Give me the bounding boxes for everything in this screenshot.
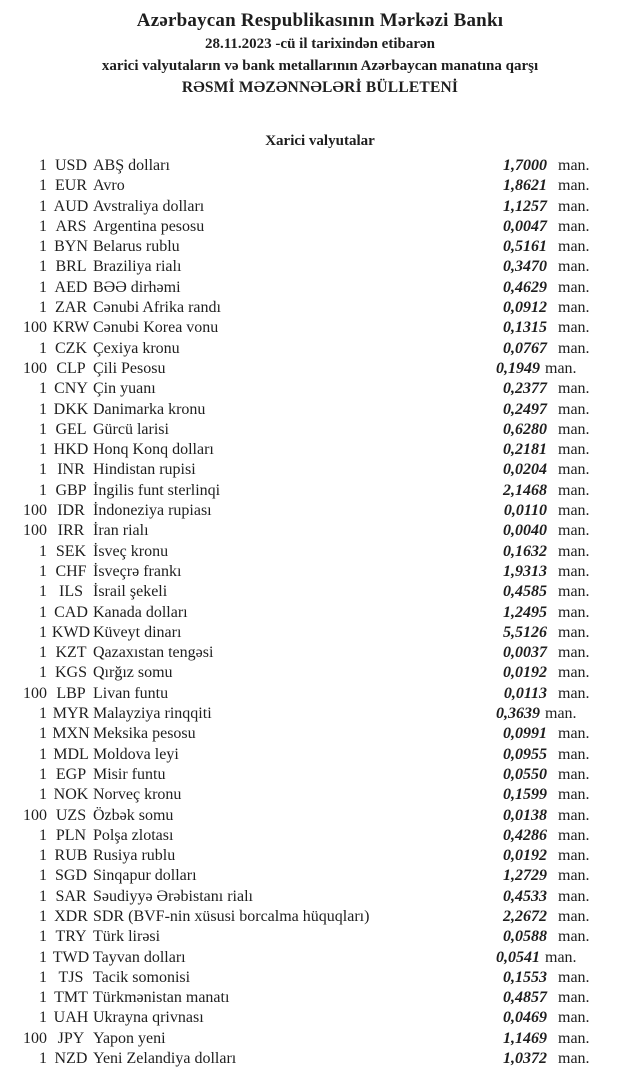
rate-row bbox=[0, 663, 620, 683]
bulletin-header bbox=[20, 0, 620, 99]
currency-name: İsrail şekeli bbox=[93, 583, 168, 601]
rate-qty: 1 bbox=[39, 847, 47, 865]
rate-row bbox=[0, 298, 620, 318]
unit-label: man. bbox=[558, 786, 590, 804]
rate-value: 0,0767 bbox=[503, 339, 547, 357]
unit-label: man. bbox=[558, 623, 590, 641]
unit-label: man. bbox=[558, 157, 590, 174]
unit-label: man. bbox=[558, 461, 590, 479]
rate-row bbox=[0, 948, 620, 968]
rate-qty: 1 bbox=[39, 542, 47, 560]
unit-label: man. bbox=[558, 441, 590, 459]
rate-row bbox=[0, 217, 620, 237]
rate-value: 0,1632 bbox=[503, 542, 547, 560]
currency-code: CZK bbox=[55, 339, 87, 357]
unit-label: man. bbox=[558, 989, 590, 1007]
rate-row bbox=[0, 318, 620, 338]
rate-row bbox=[0, 1008, 620, 1028]
currency-name: Avro bbox=[93, 177, 125, 195]
rate-row bbox=[0, 1029, 620, 1049]
currency-code: SAR bbox=[55, 887, 87, 905]
rate-qty: 100 bbox=[23, 319, 47, 337]
currency-code: RUB bbox=[54, 847, 88, 865]
rate-row bbox=[0, 460, 620, 480]
rate-qty: 1 bbox=[39, 1050, 47, 1068]
rate-qty: 1 bbox=[39, 623, 47, 641]
rate-row bbox=[0, 501, 620, 521]
rate-qty: 1 bbox=[39, 644, 47, 662]
currency-code: KGS bbox=[54, 664, 87, 682]
currency-code: USD bbox=[54, 157, 87, 174]
currency-code: CHF bbox=[55, 562, 87, 580]
currency-name: Honq Konq dolları bbox=[93, 441, 214, 459]
currency-code: AUD bbox=[53, 197, 89, 215]
rate-row bbox=[0, 420, 620, 440]
unit-label: man. bbox=[558, 542, 590, 560]
unit-label: man. bbox=[558, 806, 590, 824]
rate-value: 0,0037 bbox=[503, 644, 547, 662]
rate-value: 0,1599 bbox=[503, 786, 547, 804]
rate-row bbox=[0, 826, 620, 846]
currency-name: Yeni Zelandiya dolları bbox=[93, 1050, 237, 1068]
currency-code: ARS bbox=[55, 217, 87, 235]
rate-row bbox=[0, 846, 620, 866]
unit-label: man. bbox=[558, 481, 590, 499]
rate-value: 0,3470 bbox=[503, 258, 547, 276]
currency-code: XDR bbox=[54, 907, 88, 925]
rate-qty: 1 bbox=[39, 583, 47, 601]
rate-qty: 1 bbox=[39, 786, 47, 804]
rate-value: 1,7000 bbox=[503, 157, 547, 174]
currency-name: Norveç kronu bbox=[93, 786, 182, 804]
currency-code: BRL bbox=[55, 258, 87, 276]
rate-value: 0,0192 bbox=[503, 664, 547, 682]
section-title-foreign-currencies: Xarici valyutalar bbox=[265, 133, 375, 149]
currency-code: ILS bbox=[59, 583, 83, 601]
currency-name: Türk lirəsi bbox=[93, 928, 161, 946]
rate-value: 0,0047 bbox=[503, 217, 547, 235]
unit-label: man. bbox=[558, 197, 590, 215]
rate-row bbox=[0, 623, 620, 643]
currency-code: GEL bbox=[55, 420, 87, 438]
currency-name: İsveçrə frankı bbox=[93, 562, 182, 580]
bank-name: Azərbaycan Respublikasının Mərkəzi Bankı bbox=[136, 10, 504, 31]
unit-label: man. bbox=[558, 968, 590, 986]
rate-value: 0,0469 bbox=[503, 1009, 547, 1027]
rate-row bbox=[0, 197, 620, 217]
rate-value: 1,9313 bbox=[503, 562, 547, 580]
rate-value: 0,4857 bbox=[503, 989, 547, 1007]
rate-qty: 1 bbox=[39, 461, 47, 479]
rate-row bbox=[0, 481, 620, 501]
unit-label: man. bbox=[558, 847, 590, 865]
currency-code: KWD bbox=[51, 623, 91, 641]
rate-value: 0,6280 bbox=[503, 420, 547, 438]
unit-label: man. bbox=[558, 644, 590, 662]
rate-value: 0,2497 bbox=[503, 400, 547, 418]
rate-qty: 100 bbox=[23, 502, 47, 520]
rate-row bbox=[0, 927, 620, 947]
rate-value: 0,4585 bbox=[503, 583, 547, 601]
currency-name: Malayziya rinqqiti bbox=[93, 705, 212, 723]
currency-name: Danimarka kronu bbox=[93, 400, 206, 418]
rate-qty: 100 bbox=[23, 684, 47, 702]
rate-row bbox=[0, 278, 620, 298]
rate-row bbox=[0, 562, 620, 582]
rate-value: 2,1468 bbox=[503, 481, 547, 499]
currency-code: UZS bbox=[55, 806, 87, 824]
currency-name: Hindistan rupisi bbox=[93, 461, 196, 479]
currency-code: GBP bbox=[55, 481, 87, 499]
rate-qty: 1 bbox=[39, 745, 47, 763]
unit-label: man. bbox=[558, 765, 590, 783]
bulletin-subtitle: xarici valyutaların və bank metallarının Azərbaycan manatına qarşı bbox=[101, 58, 539, 74]
currency-code: MXN bbox=[52, 725, 90, 743]
currency-name: Moldova leyi bbox=[93, 745, 179, 763]
unit-label: man. bbox=[558, 928, 590, 946]
unit-label: man. bbox=[558, 867, 590, 885]
currency-name: Qırğız somu bbox=[93, 664, 173, 682]
unit-label: man. bbox=[558, 603, 590, 621]
rate-qty: 100 bbox=[23, 522, 47, 540]
currency-name: Küveyt dinarı bbox=[93, 623, 182, 641]
rate-row bbox=[0, 359, 620, 379]
currency-name: Türkmənistan manatı bbox=[93, 989, 230, 1007]
currency-code: TWD bbox=[52, 948, 90, 966]
rate-row bbox=[0, 176, 620, 196]
currency-name: Argentina pesosu bbox=[93, 217, 205, 235]
rate-qty: 1 bbox=[39, 664, 47, 682]
rate-value: 0,0588 bbox=[503, 928, 547, 946]
rate-row bbox=[0, 988, 620, 1008]
currency-name: SDR (BVF-nin xüsusi borcalma hüquqları) bbox=[93, 907, 370, 925]
currency-name: Tacik somonisi bbox=[93, 968, 191, 986]
currency-name: İndoneziya rupiası bbox=[93, 502, 212, 520]
unit-label: man. bbox=[558, 217, 590, 235]
currency-name: Səudiyyə Ərəbistanı rialı bbox=[93, 887, 253, 905]
currency-code: MDL bbox=[53, 745, 89, 763]
rate-row bbox=[0, 724, 620, 744]
currency-code: EUR bbox=[55, 177, 87, 195]
rate-row bbox=[0, 1049, 620, 1069]
rate-qty: 1 bbox=[39, 867, 47, 885]
currency-name: Polşa zlotası bbox=[93, 826, 174, 844]
currency-name: Meksika pesosu bbox=[93, 725, 196, 743]
rate-value: 0,4286 bbox=[503, 826, 547, 844]
rate-value: 0,0040 bbox=[503, 522, 547, 540]
currency-name: Avstraliya dolları bbox=[93, 197, 205, 215]
rate-qty: 1 bbox=[39, 725, 47, 743]
rate-value: 0,0204 bbox=[503, 461, 547, 479]
unit-label: man. bbox=[558, 177, 590, 195]
unit-label: man. bbox=[558, 826, 590, 844]
rate-row bbox=[0, 643, 620, 663]
currency-code: UAH bbox=[53, 1009, 89, 1027]
rate-row bbox=[0, 400, 620, 420]
rate-qty: 1 bbox=[39, 887, 47, 905]
rates-table bbox=[0, 156, 620, 1069]
rate-qty: 1 bbox=[39, 380, 47, 398]
effective-date-line: 28.11.2023 -cü il tarixindən etibarən bbox=[205, 36, 435, 52]
currency-name: Çexiya kronu bbox=[93, 339, 180, 357]
rate-value: 0,1949 bbox=[496, 359, 540, 377]
unit-label: man. bbox=[558, 684, 590, 702]
rate-qty: 1 bbox=[39, 258, 47, 276]
rate-value: 0,5161 bbox=[503, 238, 547, 256]
rate-value: 1,2729 bbox=[503, 867, 547, 885]
unit-label: man. bbox=[558, 278, 590, 296]
rate-value: 1,0372 bbox=[503, 1050, 547, 1068]
currency-name: İngilis funt sterlinqi bbox=[93, 481, 221, 499]
rate-qty: 1 bbox=[39, 603, 47, 621]
unit-label: man. bbox=[558, 502, 590, 520]
rate-qty: 1 bbox=[39, 157, 47, 174]
rate-value: 1,8621 bbox=[503, 177, 547, 195]
rate-qty: 1 bbox=[39, 441, 47, 459]
rate-qty: 1 bbox=[39, 928, 47, 946]
currency-name: Gürcü larisi bbox=[93, 420, 169, 438]
bulletin-title: RƏSMİ MƏZƏNNƏLƏRİ BÜLLETENİ bbox=[181, 79, 459, 96]
unit-label: man. bbox=[558, 583, 590, 601]
currency-code: NOK bbox=[53, 786, 89, 804]
currency-code: TRY bbox=[55, 928, 87, 946]
rate-value: 2,2672 bbox=[503, 907, 547, 925]
unit-label: man. bbox=[545, 359, 577, 377]
currency-name: Rusiya rublu bbox=[93, 847, 176, 865]
currency-code: DKK bbox=[53, 400, 89, 418]
currency-code: ZAR bbox=[55, 299, 87, 317]
rate-qty: 100 bbox=[23, 1029, 47, 1047]
currency-name: BƏƏ dirhəmi bbox=[93, 278, 181, 296]
unit-label: man. bbox=[558, 1009, 590, 1027]
rate-qty: 1 bbox=[39, 238, 47, 256]
currency-name: Livan funtu bbox=[93, 684, 169, 702]
rate-qty: 100 bbox=[23, 806, 47, 824]
unit-label: man. bbox=[558, 380, 590, 398]
currency-code: IDR bbox=[57, 502, 85, 520]
currency-code: KRW bbox=[52, 319, 90, 337]
rate-row bbox=[0, 542, 620, 562]
rate-qty: 1 bbox=[39, 989, 47, 1007]
currency-name: Qazaxıstan tengəsi bbox=[93, 644, 214, 662]
rate-row bbox=[0, 745, 620, 765]
rate-qty: 1 bbox=[39, 177, 47, 195]
rate-row bbox=[0, 684, 620, 704]
currency-code: CLP bbox=[56, 359, 86, 377]
rate-qty: 1 bbox=[39, 197, 47, 215]
unit-label: man. bbox=[545, 705, 577, 723]
rate-value: 0,0192 bbox=[503, 847, 547, 865]
rate-row bbox=[0, 156, 620, 176]
rate-row bbox=[0, 379, 620, 399]
rate-qty: 100 bbox=[23, 359, 47, 377]
rate-value: 1,1257 bbox=[503, 197, 547, 215]
currency-code: IRR bbox=[57, 522, 85, 540]
currency-name: Belarus rublu bbox=[93, 238, 180, 256]
unit-label: man. bbox=[558, 299, 590, 317]
currency-name: Kanada dolları bbox=[93, 603, 188, 621]
rate-value: 0,0955 bbox=[503, 745, 547, 763]
rate-qty: 1 bbox=[39, 1009, 47, 1027]
rate-value: 0,3639 bbox=[496, 705, 540, 723]
unit-label: man. bbox=[558, 725, 590, 743]
rate-qty: 1 bbox=[39, 562, 47, 580]
currency-code: MYR bbox=[52, 705, 90, 723]
unit-label: man. bbox=[558, 238, 590, 256]
rate-row bbox=[0, 907, 620, 927]
rate-row bbox=[0, 968, 620, 988]
currency-code: LBP bbox=[56, 684, 86, 702]
currency-name: Ukrayna qrivnası bbox=[93, 1009, 204, 1027]
rate-qty: 1 bbox=[39, 299, 47, 317]
currency-name: Tayvan dolları bbox=[93, 948, 186, 966]
currency-code: SEK bbox=[55, 542, 87, 560]
unit-label: man. bbox=[558, 745, 590, 763]
currency-name: Misir funtu bbox=[93, 765, 166, 783]
rate-value: 5,5126 bbox=[503, 623, 547, 641]
rate-qty: 1 bbox=[39, 420, 47, 438]
currency-code: EGP bbox=[55, 765, 87, 783]
rate-row bbox=[0, 765, 620, 785]
rate-value: 1,1469 bbox=[503, 1029, 547, 1047]
currency-code: AED bbox=[54, 278, 88, 296]
unit-label: man. bbox=[558, 522, 590, 540]
rate-value: 0,0541 bbox=[496, 948, 540, 966]
rate-value: 0,4629 bbox=[503, 278, 547, 296]
currency-name: Cənubi Afrika randı bbox=[93, 299, 221, 317]
unit-label: man. bbox=[558, 420, 590, 438]
rate-value: 0,1553 bbox=[503, 968, 547, 986]
unit-label: man. bbox=[558, 400, 590, 418]
currency-name: Braziliya rialı bbox=[93, 258, 182, 276]
rate-value: 1,2495 bbox=[503, 603, 547, 621]
unit-label: man. bbox=[558, 339, 590, 357]
rate-row bbox=[0, 257, 620, 277]
currency-code: INR bbox=[57, 461, 85, 479]
currency-code: SGD bbox=[54, 867, 87, 885]
rate-value: 0,0550 bbox=[503, 765, 547, 783]
rate-row bbox=[0, 806, 620, 826]
rate-row bbox=[0, 866, 620, 886]
rate-value: 0,1315 bbox=[503, 319, 547, 337]
unit-label: man. bbox=[558, 258, 590, 276]
rate-qty: 1 bbox=[39, 339, 47, 357]
rate-qty: 1 bbox=[39, 968, 47, 986]
rate-row bbox=[0, 521, 620, 541]
rate-qty: 1 bbox=[39, 705, 47, 723]
currency-name: Cənubi Korea vonu bbox=[93, 319, 219, 337]
currency-code: KZT bbox=[55, 644, 87, 662]
unit-label: man. bbox=[558, 1029, 590, 1047]
rate-row bbox=[0, 339, 620, 359]
unit-label: man. bbox=[558, 562, 590, 580]
currency-code: CNY bbox=[54, 380, 88, 398]
currency-name: Yapon yeni bbox=[93, 1029, 166, 1047]
rate-qty: 1 bbox=[39, 278, 47, 296]
rate-qty: 1 bbox=[39, 765, 47, 783]
rate-value: 0,0138 bbox=[503, 806, 547, 824]
currency-code: JPY bbox=[57, 1029, 85, 1047]
rate-row bbox=[0, 440, 620, 460]
rate-value: 0,2377 bbox=[503, 380, 547, 398]
unit-label: man. bbox=[545, 948, 577, 966]
rate-qty: 1 bbox=[39, 826, 47, 844]
rate-qty: 1 bbox=[39, 948, 47, 966]
currency-code: HKD bbox=[53, 441, 89, 459]
currency-name: Sinqapur dolları bbox=[93, 867, 197, 885]
unit-label: man. bbox=[558, 887, 590, 905]
rate-qty: 1 bbox=[39, 400, 47, 418]
rate-row bbox=[0, 603, 620, 623]
currency-name: Özbək somu bbox=[93, 806, 174, 824]
rate-row bbox=[0, 785, 620, 805]
rate-value: 0,2181 bbox=[503, 441, 547, 459]
rate-value: 0,4533 bbox=[503, 887, 547, 905]
unit-label: man. bbox=[558, 319, 590, 337]
currency-code: TJS bbox=[58, 968, 84, 986]
rate-qty: 1 bbox=[39, 907, 47, 925]
rate-value: 0,0912 bbox=[503, 299, 547, 317]
unit-label: man. bbox=[558, 664, 590, 682]
currency-name: Çili Pesosu bbox=[93, 359, 166, 377]
rate-qty: 1 bbox=[39, 217, 47, 235]
currency-name: ABŞ dolları bbox=[93, 157, 170, 174]
currency-code: PLN bbox=[55, 826, 87, 844]
currency-code: TMT bbox=[54, 989, 88, 1007]
currency-name: Çin yuanı bbox=[93, 380, 156, 398]
currency-name: İran rialı bbox=[93, 522, 149, 540]
rate-row bbox=[0, 582, 620, 602]
unit-label: man. bbox=[558, 1050, 590, 1068]
rate-value: 0,0110 bbox=[503, 502, 547, 520]
unit-label: man. bbox=[558, 907, 590, 925]
currency-name: İsveç kronu bbox=[93, 542, 169, 560]
rate-qty: 1 bbox=[39, 481, 47, 499]
currency-code: NZD bbox=[54, 1050, 88, 1068]
rate-value: 0,0113 bbox=[503, 684, 547, 702]
rate-row bbox=[0, 887, 620, 907]
currency-code: CAD bbox=[54, 603, 88, 621]
rate-row bbox=[0, 704, 620, 724]
currency-code: BYN bbox=[54, 238, 88, 256]
rate-value: 0,0991 bbox=[503, 725, 547, 743]
rate-row bbox=[0, 237, 620, 257]
